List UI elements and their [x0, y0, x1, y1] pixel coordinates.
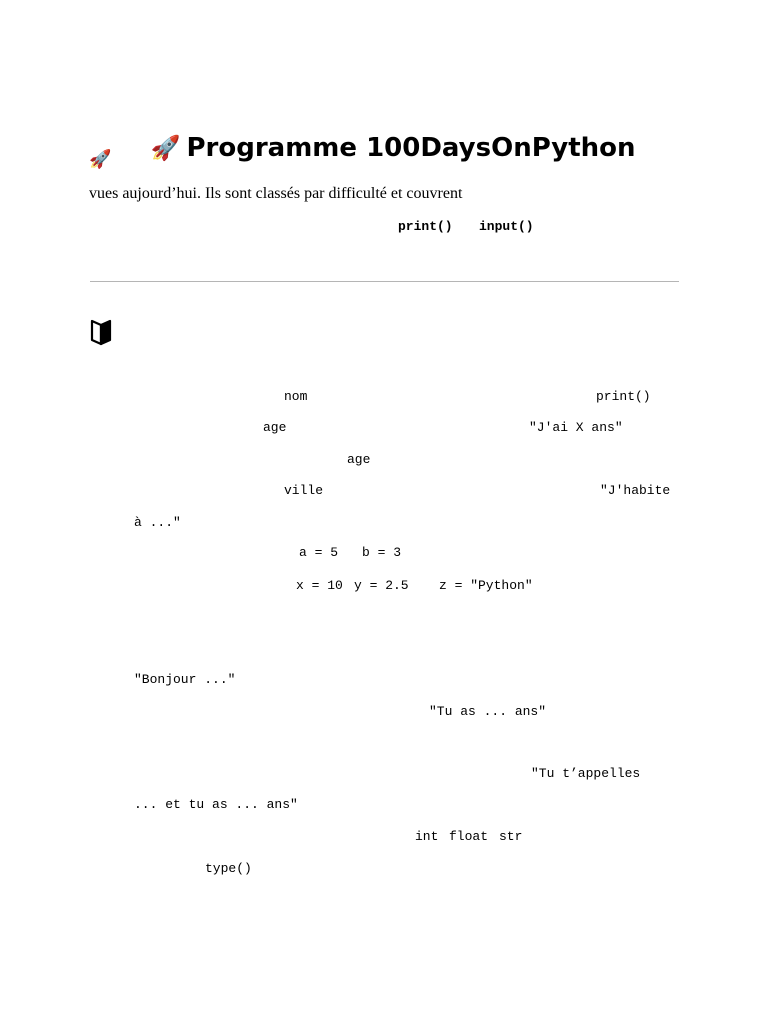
code-age: age — [347, 452, 371, 467]
code-age: age — [263, 420, 287, 435]
code-int: int — [415, 829, 439, 844]
code-bonjour: "Bonjour ..." — [134, 672, 236, 687]
code-print: print() — [398, 219, 453, 234]
code-b3: b = 3 — [362, 545, 402, 560]
section-divider — [90, 281, 679, 282]
code-tu-tappelles: "Tu t’appelles — [531, 766, 641, 781]
code-a-dots: à ..." — [134, 515, 181, 530]
code-x10: x = 10 — [296, 578, 343, 593]
code-y25: y = 2.5 — [354, 578, 409, 593]
code-input: input() — [479, 219, 534, 234]
code-ville: ville — [284, 483, 324, 498]
rocket-icon: 🚀 — [150, 134, 181, 162]
code-a5: a = 5 — [299, 545, 339, 560]
code-jhabite: "J'habite — [600, 483, 671, 498]
page-title-text: Programme 100DaysOnPython — [186, 133, 636, 163]
code-print-fn: print() — [596, 389, 651, 404]
code-jai-x-ans: "J'ai X ans" — [529, 420, 623, 435]
code-nom: nom — [284, 389, 308, 404]
code-et-tu-as: ... et tu as ... ans" — [134, 797, 298, 812]
beginner-badge-icon — [90, 318, 112, 346]
code-tu-as: "Tu as ... ans" — [429, 704, 547, 719]
code-type: type() — [205, 861, 252, 876]
code-zpython: z = "Python" — [439, 578, 533, 593]
intro-text: vues aujourd’hui. Ils sont classés par difficulté et couvrent — [89, 185, 463, 202]
rocket-icon: 🚀 — [89, 149, 112, 170]
code-str: str — [499, 829, 523, 844]
code-float: float — [449, 829, 489, 844]
page-title — [0, 94, 768, 166]
